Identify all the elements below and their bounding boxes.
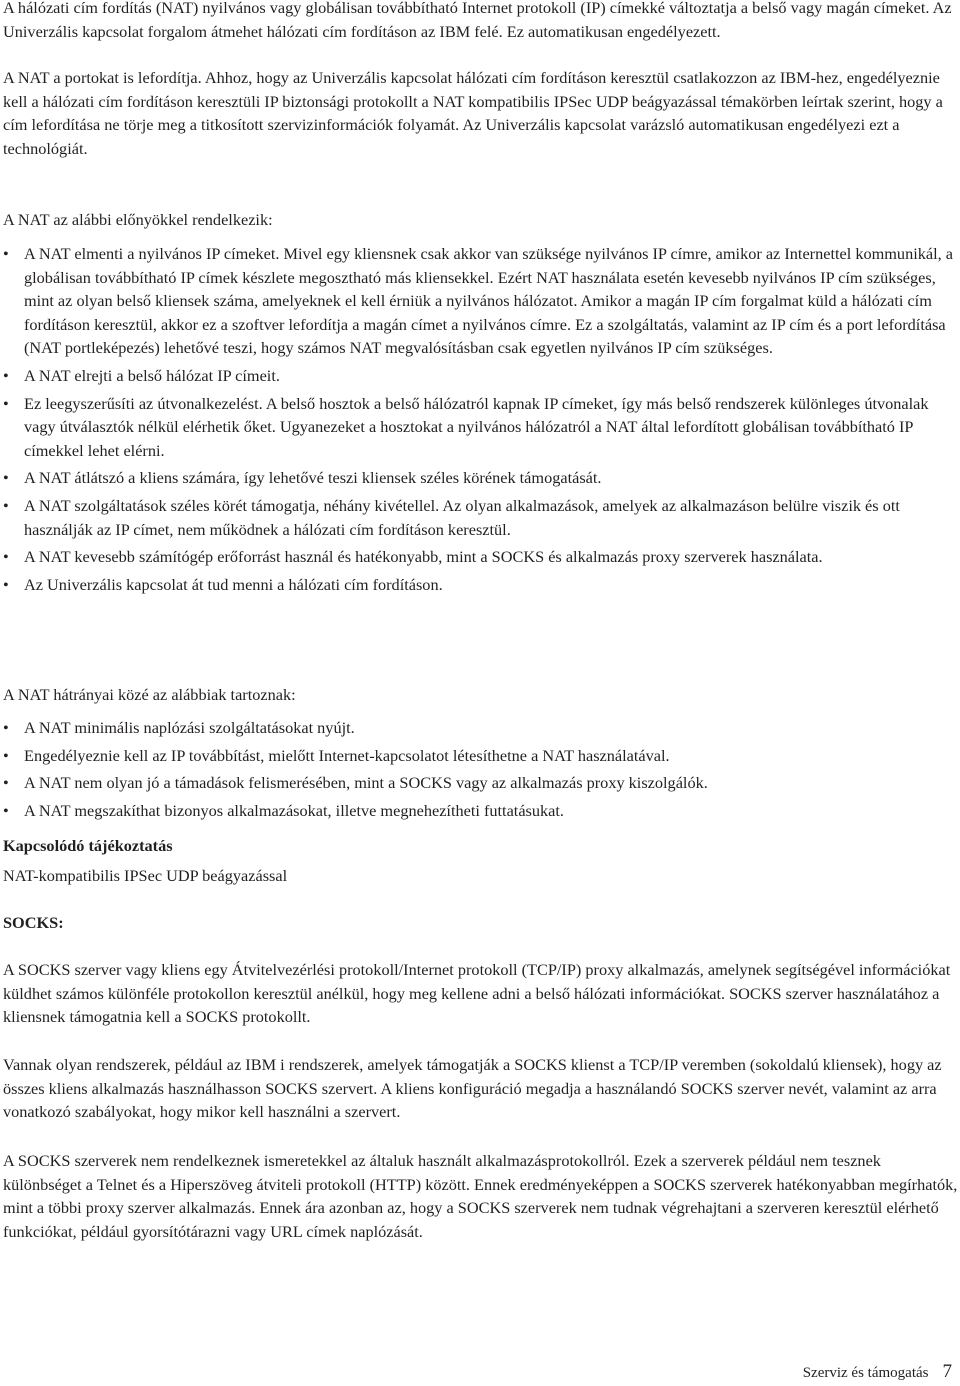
socks-heading: SOCKS: <box>3 913 64 932</box>
list-item-text: Engedélyeznie kell az IP továbbítást, mielőtt Internet-kapcsolatot létesíthetne a NAT használatával. <box>24 745 670 765</box>
bullet-icon: • <box>3 495 9 515</box>
bullet-icon: • <box>3 547 9 567</box>
list-item <box>3 364 958 388</box>
list-item <box>3 799 958 823</box>
list-item-text: A NAT átlátszó a kliens számára, így lehetővé teszi kliensek széles körének támogatását. <box>24 468 602 488</box>
list-item-text: A NAT nem olyan jó a támadások felismerésében, mint a SOCKS vagy az alkalmazás proxy kiszolgálók. <box>24 773 708 793</box>
list-item-text: Ez leegyszerűsíti az útvonalkezelést. A belső hosztok a belső hálózatról kapnak IP címeket, így más belső rendszerek különleges útvonalak vagy útválasztók nélkül elérhetik őket. Ugyanezeket a hosztokat a nyilvános hálózatról a NAT által lefordított globálisan továbbítható IP címekkel lehet elérni. <box>24 393 929 460</box>
bullet-icon: • <box>3 800 9 820</box>
socks-paragraph-3: A SOCKS szerverek nem rendelkeznek ismeretekkel az általuk használt alkalmazásprotokollról. Ezek a szerverek például nem tesznek különbséget a Telnet és a Hiperszöveg átviteli protokoll (HTTP) között. Ennek eredményeképpen a SOCKS szerverek hatékonyabban megírhatók, mint a többi proxy szerver alkalmazás. Ennek ára azonban az, hogy a SOCKS szerverek nem tudnak végrehajtani a szerveren keresztül elérhető funkciókat, például gyorsítótárazni vagy URL címek naplózását. <box>3 1151 958 1241</box>
bullet-icon: • <box>3 244 9 263</box>
list-item-text: A NAT kevesebb számítógép erőforrást használ és hatékonyabb, mint a SOCKS és alkalmazás proxy szerverek használata. <box>24 547 823 567</box>
intro-paragraph-2: A NAT a portokat is lefordítja. Ahhoz, hogy az Univerzális kapcsolat hálózati cím fordításon keresztül csatlakozzon az IBM-hez, engedélyeznie kell a hálózati cím fordításon keresztüli IP biztonsági protokollt a NAT kompatibilis IPSec UDP beágyazással témakörben leírtak szerint, hogy a cím lefordítása ne törje meg a titkosított szervizinformációk folyamát. Az Univerzális kapcsolat varázsló automatikusan engedélyezi ezt a technológiát. <box>3 68 943 158</box>
list-item <box>3 573 958 597</box>
socks-paragraph-2: Vannak olyan rendszerek, például az IBM i rendszerek, amelyek támogatják a SOCKS klienst a TCP/IP veremben (sokoldalú kliensek), hogy az összes kliens alkalmazás használhasson SOCKS szervert. A kliens konfiguráció megadja a használandó SOCKS szerver nevét, valamint az arra vonatkozó szabályokat, hogy mikor kell használni a szervert. <box>3 1055 942 1122</box>
disadvantages-list <box>3 716 958 822</box>
list-item-text: A NAT szolgáltatások széles körét támogatja, néhány kivétellel. Az olyan alkalmazások, amelyek az alkalmazáson belülre viszik és ott használják az IP címet, nem működnek a hálózati cím fordításon keresztül. <box>24 495 900 539</box>
bullet-icon: • <box>3 773 9 793</box>
list-item-text: A NAT elmenti a nyilvános IP címeket. Mivel egy kliensnek csak akkor van szüksége nyilvános IP címre, amikor az Internettel kommunikál, a globálisan továbbítható IP címek készlete megosztható más kliensekkel. Ezért NAT használata esetén kevesebb nyilvános IP cím szükséges, mint az olyan belső kliensek száma, amelyeknek el kell érniük a nyilvános hálózatot. Amikor a magán IP cím forgalmat küld a hálózati cím fordításon keresztül, akkor ez a szoftver lefordítja a magán címet a nyilvános címre. Ez a szolgáltatás, valamint az IP cím és a port lefordítása (NAT portleképezés) lehetővé teszi, hogy számos NAT megvalósításban csak egyetlen nyilvános IP cím szükséges. <box>24 244 953 358</box>
list-item-text: A NAT minimális naplózási szolgáltatásokat nyújt. <box>24 718 355 737</box>
list-item <box>3 466 958 490</box>
related-info-link[interactable]: NAT-kompatibilis IPSec UDP beágyazással <box>3 866 288 885</box>
page-footer <box>803 1362 952 1383</box>
bullet-icon: • <box>3 393 9 413</box>
list-item-text: A NAT megszakíthat bizonyos alkalmazásokat, illetve megnehezítheti futtatásukat. <box>24 800 564 820</box>
advantages-list <box>3 242 958 596</box>
list-item <box>3 392 958 463</box>
bullet-icon: • <box>3 574 9 594</box>
list-item <box>3 242 958 360</box>
list-item <box>3 545 958 569</box>
list-item <box>3 771 958 795</box>
list-item-text: A NAT elrejti a belső hálózat IP címeit. <box>24 365 280 385</box>
bullet-icon: • <box>3 365 9 385</box>
disadvantages-lead: A NAT hátrányai közé az alábbiak tartoznak: <box>3 685 296 704</box>
advantages-lead: A NAT az alábbi előnyökkel rendelkezik: <box>3 210 273 229</box>
bullet-icon: • <box>3 718 9 737</box>
socks-paragraph-1: A SOCKS szerver vagy kliens egy Átvitelvezérlési protokoll/Internet protokoll (TCP/IP) proxy alkalmazás, amelynek segítségével információkat küldhet számos különféle protokollon keresztül anélkül, hogy meg kellene adni a belső hálózati információkat. SOCKS szerver használatához a kliensnek támogatnia kell a SOCKS protokollt. <box>3 960 951 1027</box>
list-item <box>3 494 958 541</box>
related-info-heading: Kapcsolódó tájékoztatás <box>3 836 173 855</box>
footer-section-title: Szerviz és támogatás <box>802 1365 929 1381</box>
list-item <box>3 716 958 740</box>
bullet-icon: • <box>3 745 9 765</box>
intro-paragraph-1: A hálózati cím fordítás (NAT) nyilvános vagy globálisan továbbítható Internet protokoll (IP) címekké változtatja a belső vagy magán címeket. Az Univerzális kapcsolat forgalom átmehet hálózati cím fordításon az IBM felé. Ez automatikusan engedélyezett. <box>3 0 952 41</box>
page-number: 7 <box>942 1361 952 1382</box>
list-item-text: Az Univerzális kapcsolat át tud menni a hálózati cím fordításon. <box>24 574 443 594</box>
bullet-icon: • <box>3 468 9 488</box>
list-item <box>3 744 958 768</box>
